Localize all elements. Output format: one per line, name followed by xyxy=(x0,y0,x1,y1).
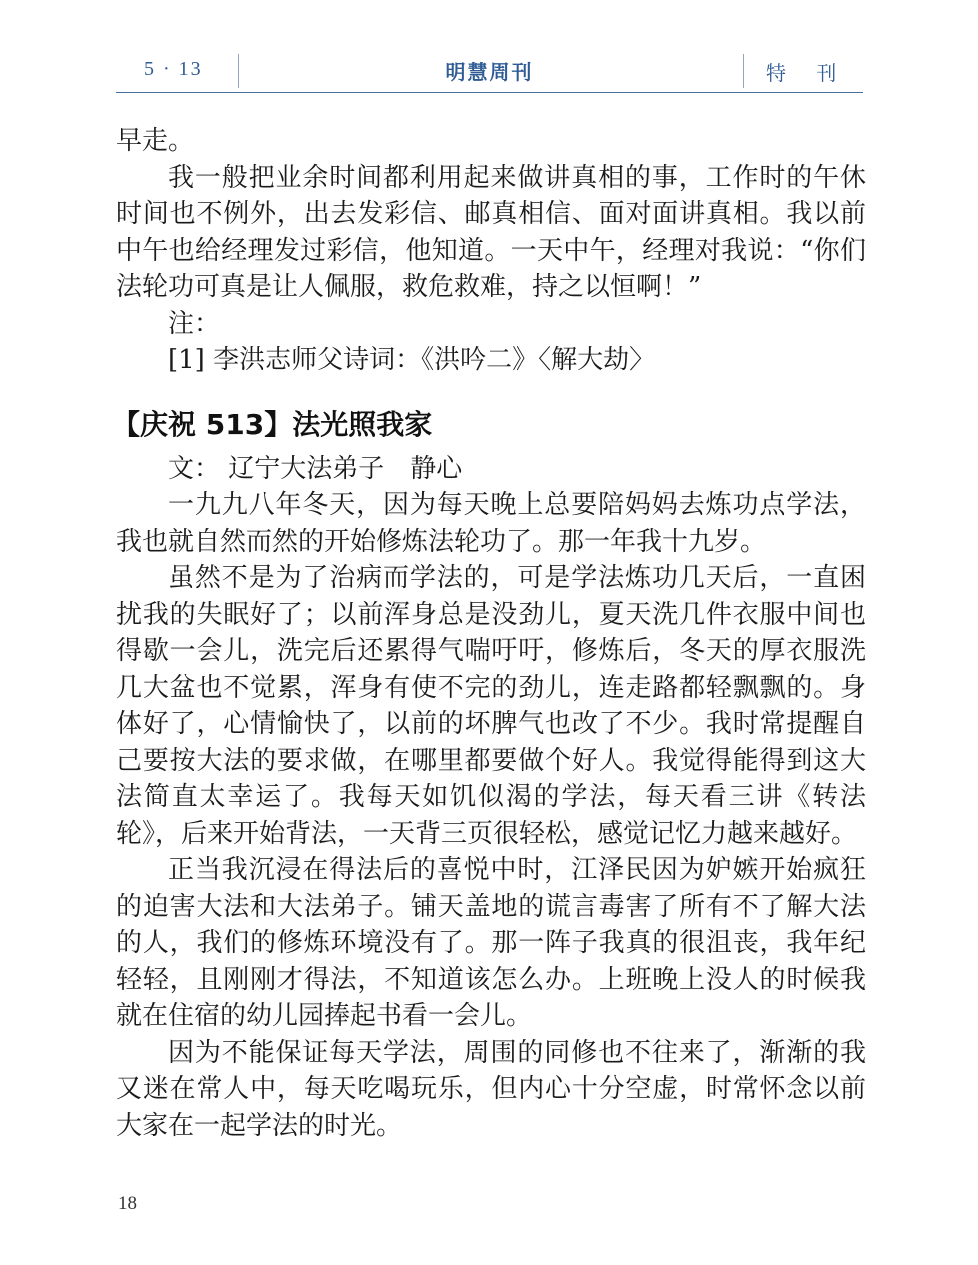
article-paragraph: 虽然不是为了治病而学法的，可是学法炼功几天后，一直困扰我的失眠好了；以前浑身总是没劲儿，夏天洗几件衣服中间也得歇一会儿，洗完后还累得气喘吁吁，修炼后，冬天的厚衣服洗几大盆也不觉累，浑身有使不完的劲儿，连走路都轻飘飘的。身体好了，心情愉快了，以前的坏脾气也改了不少。我时常提醒自己要按大法的要求做，在哪里都要做个好人。我觉得能得到这大法简直太幸运了。我每天如饥似渴的学法，每天看三讲《转法轮》，后来开始背法，一天背三页很轻松，感觉记忆力越来越好。 xyxy=(116,563,866,849)
note-label: 注： xyxy=(168,308,221,339)
continuation-paragraph-1: 早走。 xyxy=(116,126,195,156)
article-paragraph: 正当我沉浸在得法后的喜悦中时，江泽民因为妒嫉开始疯狂的迫害大法和大法弟子。铺天盖地的谎言毒害了所有不了解大法的人，我们的修炼环境没有了。那一阵子我真的很沮丧，我年纪轻轻，且刚刚才得法，不知道该怎么办。上班晚上没人的时候我就在住宿的幼儿园捧起书看一会儿。 xyxy=(116,855,866,1031)
header-divider-right xyxy=(743,54,744,88)
header-section-label: 特 刊 xyxy=(766,61,849,85)
running-header xyxy=(116,50,863,93)
header-publication-title: 明慧周刊 xyxy=(445,60,534,84)
continuation-paragraph-2: 我一般把业余时间都利用起来做讲真相的事，工作时的午休时间也不例外，出去发彩信、邮真相信、面对面讲真相。我以前中午也给经理发过彩信，他知道。一天中午，经理对我说：“你们法轮功可真是让人佩服，救危救难，持之以恒啊！” xyxy=(116,162,866,302)
article-paragraph: 一九九八年冬天，因为每天晚上总要陪妈妈去炼功点学法，我也就自然而然的开始修炼法轮功了。那一年我十九岁。 xyxy=(116,490,866,557)
article-paragraph: 因为不能保证每天学法，周围的同修也不往来了，渐渐的我又迷在常人中，每天吃喝玩乐，但内心十分空虚，时常怀念以前大家在一起学法的时光。 xyxy=(116,1037,866,1141)
header-date: 5 · 13 xyxy=(144,58,203,80)
page-number: 18 xyxy=(118,1193,137,1214)
article-byline: 文： 辽宁大法弟子 静心 xyxy=(168,453,463,484)
article-title: 【庆祝 513】法光照我家 xyxy=(112,407,433,441)
section-spacer xyxy=(116,379,866,403)
note-item-1: [1] 李洪志师父诗词：《洪吟二》〈解大劫〉 xyxy=(168,345,656,375)
page-body xyxy=(112,123,866,1144)
